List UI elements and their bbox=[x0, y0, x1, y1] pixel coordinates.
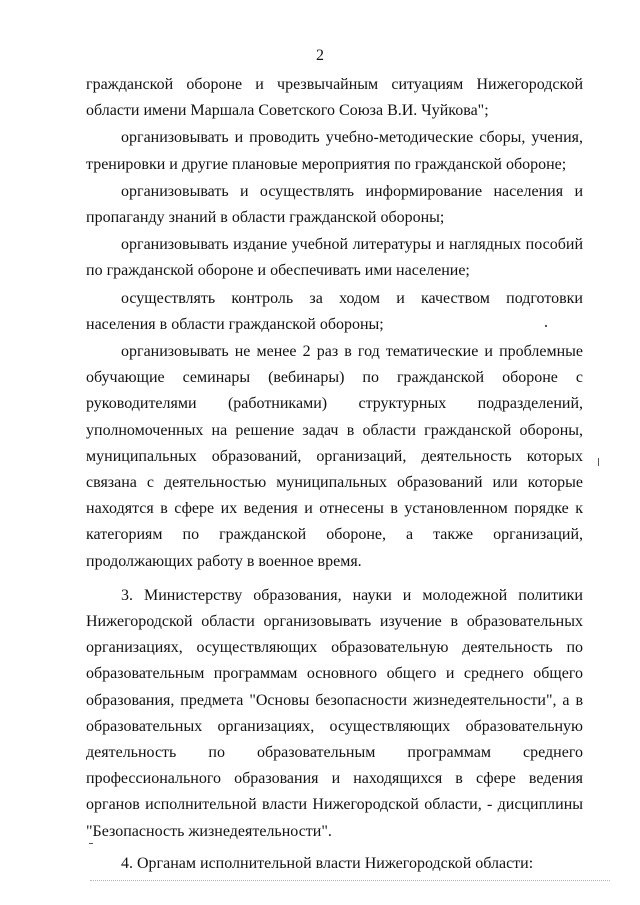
paragraph-item-4-executive-bodies: 4. Органам исполнительной власти Нижегородской области: bbox=[121, 854, 534, 872]
scan-bottom-edge bbox=[90, 880, 610, 881]
paragraph-seminars: организовывать не менее 2 раз в год тематические и проблемные обучающие семинары (вебинары) по гражданской обороне с руководителями (работниками) структурных подразделений, уполномоченных на решение задач в области гражданской обороны, муниципальных образований, организаций, деятельность которых связана с деятельностью муниципальных образований или которые находятся в сфере их ведения и отнесены в установленном порядке к категориям по гражданской обороне, а также организаций, продолжающих работу в военное время. bbox=[86, 343, 583, 570]
scan-speck bbox=[89, 843, 93, 844]
paragraph-literature-publishing: организовывать издание учебной литературы и наглядных пособий по гражданской обороне и обеспечивать ими население; bbox=[86, 236, 583, 280]
paragraph-training-exercises: организовывать и проводить учебно-методические сборы, учения, тренировки и другие плановые мероприятия по гражданской обороне; bbox=[86, 129, 583, 173]
paragraph-item-3-education-ministry: 3. Министерству образования, науки и молодежной политики Нижегородской области организовывать изучение в образовательных организациях, осуществляющих образовательную деятельность по образовательным программам основного общего и среднего общего образования, предмета "Основы безопасности жизнедеятельности", а в образовательных организациях, осуществляющих образовательную деятельность по образовательным программам среднего профессионального образования и находящихся в сфере ведения органов исполнительной власти Нижегородской области, - дисциплины "Безопасность жизнедеятельности". bbox=[86, 586, 583, 840]
page-number: 2 bbox=[316, 47, 324, 64]
scan-speck bbox=[598, 458, 599, 466]
scan-speck bbox=[545, 325, 547, 327]
document-body bbox=[86, 72, 583, 877]
paragraph-training-control: осуществлять контроль за ходом и качеством подготовки населения в области гражданской обороны; bbox=[86, 289, 583, 333]
paragraph-ministry-name-end: гражданской обороне и чрезвычайным ситуациям Нижегородской области имени Маршала Советского Союза В.И. Чуйкова"; bbox=[86, 76, 583, 120]
paragraph-public-information: организовывать и осуществлять информирование населения и пропаганду знаний в области гражданской обороны; bbox=[86, 182, 583, 227]
